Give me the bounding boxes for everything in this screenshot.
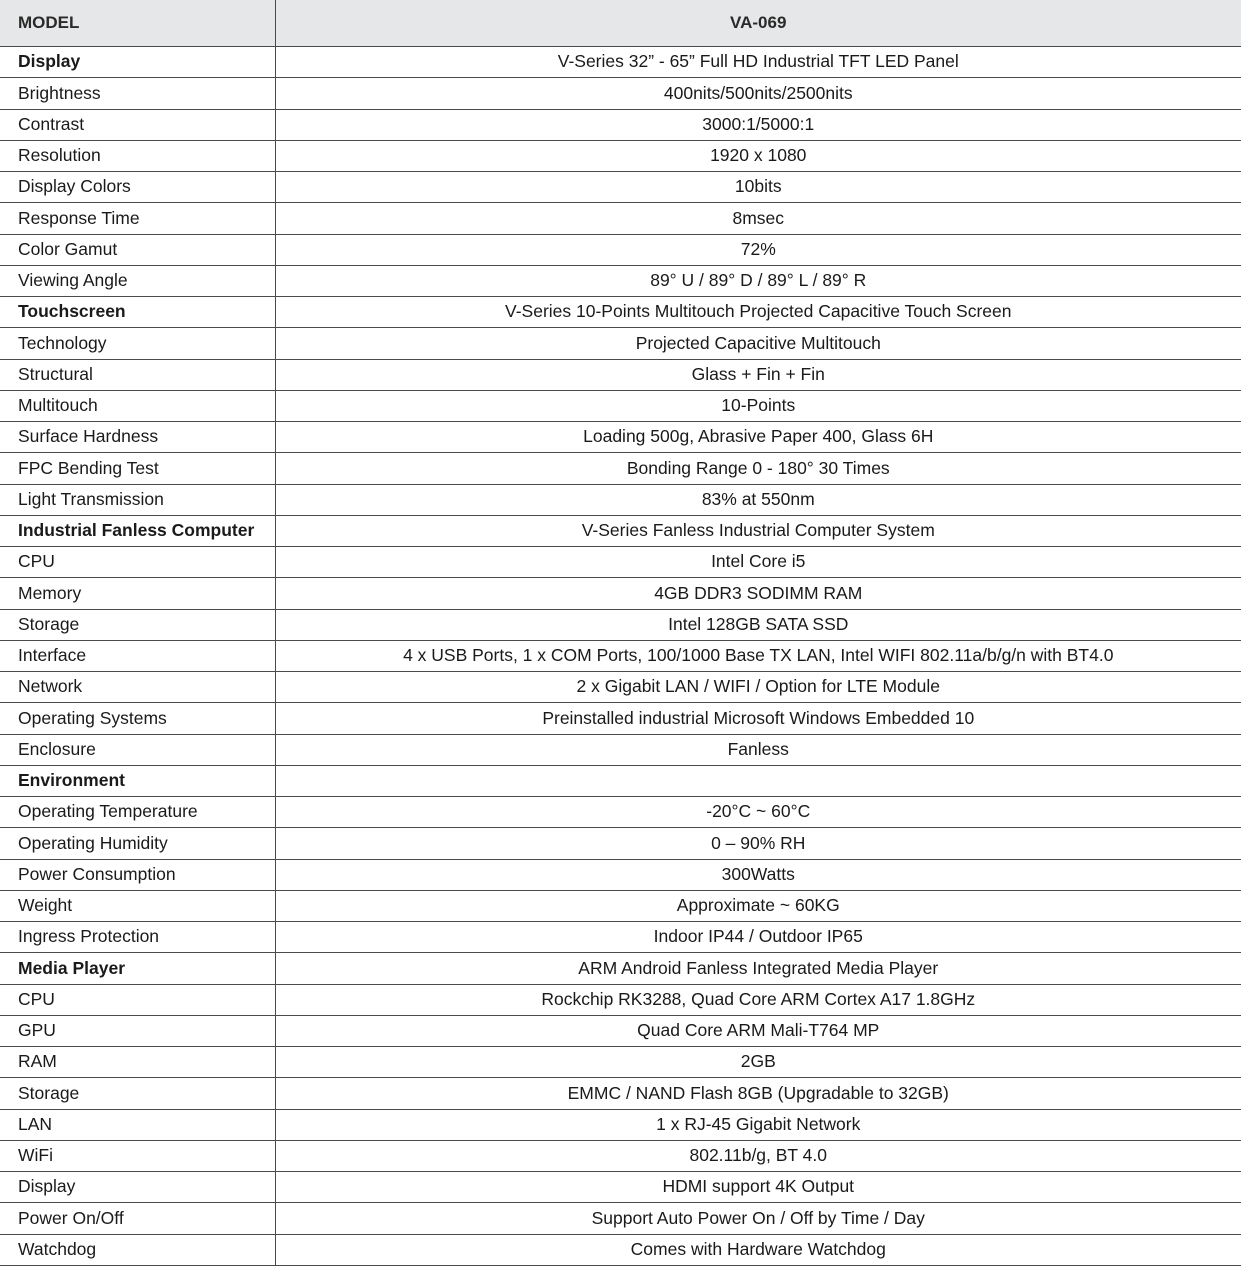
table-row xyxy=(0,703,1241,734)
table-row xyxy=(0,1140,1241,1171)
spec-value: 89° U / 89° D / 89° L / 89° R xyxy=(275,265,1241,296)
spec-label: Technology xyxy=(0,328,275,359)
spec-value: 1 x RJ-45 Gigabit Network xyxy=(275,1109,1241,1140)
section-label: Display xyxy=(0,47,275,78)
section-row xyxy=(0,297,1241,328)
spec-label: Operating Temperature xyxy=(0,797,275,828)
spec-value: 4GB DDR3 SODIMM RAM xyxy=(275,578,1241,609)
spec-value: 8msec xyxy=(275,203,1241,234)
spec-value: 72% xyxy=(275,234,1241,265)
table-row xyxy=(0,172,1241,203)
spec-label: GPU xyxy=(0,1015,275,1046)
spec-label: Operating Humidity xyxy=(0,828,275,859)
table-row xyxy=(0,140,1241,171)
table-row xyxy=(0,890,1241,921)
spec-label: Contrast xyxy=(0,109,275,140)
spec-label: Memory xyxy=(0,578,275,609)
spec-value: -20°C ~ 60°C xyxy=(275,797,1241,828)
spec-label: Network xyxy=(0,672,275,703)
spec-value: 400nits/500nits/2500nits xyxy=(275,78,1241,109)
spec-label: Weight xyxy=(0,890,275,921)
spec-label: Resolution xyxy=(0,140,275,171)
spec-value: EMMC / NAND Flash 8GB (Upgradable to 32GB) xyxy=(275,1078,1241,1109)
spec-label: Operating Systems xyxy=(0,703,275,734)
spec-value: Intel 128GB SATA SSD xyxy=(275,609,1241,640)
table-row xyxy=(0,984,1241,1015)
spec-value: Indoor IP44 / Outdoor IP65 xyxy=(275,922,1241,953)
spec-value: Preinstalled industrial Microsoft Windows Embedded 10 xyxy=(275,703,1241,734)
spec-value: 1920 x 1080 xyxy=(275,140,1241,171)
spec-value: Projected Capacitive Multitouch xyxy=(275,328,1241,359)
section-row xyxy=(0,515,1241,546)
spec-value: Rockchip RK3288, Quad Core ARM Cortex A17 1.8GHz xyxy=(275,984,1241,1015)
table-row xyxy=(0,265,1241,296)
table-row xyxy=(0,359,1241,390)
spec-label: Color Gamut xyxy=(0,234,275,265)
table-row xyxy=(0,328,1241,359)
spec-label: FPC Bending Test xyxy=(0,453,275,484)
table-row xyxy=(0,109,1241,140)
spec-label: RAM xyxy=(0,1047,275,1078)
table-row xyxy=(0,1078,1241,1109)
table-row xyxy=(0,578,1241,609)
table-row xyxy=(0,1047,1241,1078)
table-row xyxy=(0,922,1241,953)
table-row xyxy=(0,640,1241,671)
table-row xyxy=(0,859,1241,890)
spec-value: 10-Points xyxy=(275,390,1241,421)
spec-label: Power Consumption xyxy=(0,859,275,890)
section-value: ARM Android Fanless Integrated Media Player xyxy=(275,953,1241,984)
spec-label: Surface Hardness xyxy=(0,422,275,453)
spec-value: 2GB xyxy=(275,1047,1241,1078)
spec-label: WiFi xyxy=(0,1140,275,1171)
section-label: Media Player xyxy=(0,953,275,984)
spec-label: CPU xyxy=(0,547,275,578)
spec-value: Comes with Hardware Watchdog xyxy=(275,1234,1241,1265)
section-label: Environment xyxy=(0,765,275,796)
spec-label: LAN xyxy=(0,1109,275,1140)
section-label: Touchscreen xyxy=(0,297,275,328)
section-label: Industrial Fanless Computer xyxy=(0,515,275,546)
table-row xyxy=(0,234,1241,265)
spec-value: 2 x Gigabit LAN / WIFI / Option for LTE Module xyxy=(275,672,1241,703)
spec-value: Bonding Range 0 - 180° 30 Times xyxy=(275,453,1241,484)
table-row xyxy=(0,203,1241,234)
spec-value: 3000:1/5000:1 xyxy=(275,109,1241,140)
spec-label: Display xyxy=(0,1172,275,1203)
section-value: V-Series Fanless Industrial Computer System xyxy=(275,515,1241,546)
spec-value: 802.11b/g, BT 4.0 xyxy=(275,1140,1241,1171)
spec-body xyxy=(0,47,1241,1266)
spec-label: Multitouch xyxy=(0,390,275,421)
spec-label: Viewing Angle xyxy=(0,265,275,296)
spec-value: Intel Core i5 xyxy=(275,547,1241,578)
table-row xyxy=(0,78,1241,109)
spec-label: Ingress Protection xyxy=(0,922,275,953)
spec-label: Interface xyxy=(0,640,275,671)
spec-value: 83% at 550nm xyxy=(275,484,1241,515)
spec-label: Enclosure xyxy=(0,734,275,765)
spec-label: Power On/Off xyxy=(0,1203,275,1234)
spec-label: Watchdog xyxy=(0,1234,275,1265)
table-row xyxy=(0,547,1241,578)
section-row xyxy=(0,953,1241,984)
section-value xyxy=(275,765,1241,796)
spec-value: Quad Core ARM Mali-T764 MP xyxy=(275,1015,1241,1046)
spec-value: 10bits xyxy=(275,172,1241,203)
model-value: VA-069 xyxy=(275,0,1241,47)
table-row xyxy=(0,1203,1241,1234)
table-row xyxy=(0,828,1241,859)
spec-value: Loading 500g, Abrasive Paper 400, Glass 6H xyxy=(275,422,1241,453)
table-row xyxy=(0,390,1241,421)
table-row xyxy=(0,1109,1241,1140)
table-row xyxy=(0,672,1241,703)
spec-label: CPU xyxy=(0,984,275,1015)
table-row xyxy=(0,453,1241,484)
spec-label: Structural xyxy=(0,359,275,390)
spec-value: Approximate ~ 60KG xyxy=(275,890,1241,921)
spec-value: HDMI support 4K Output xyxy=(275,1172,1241,1203)
spec-value: Support Auto Power On / Off by Time / Day xyxy=(275,1203,1241,1234)
spec-value: 300Watts xyxy=(275,859,1241,890)
table-row xyxy=(0,1234,1241,1265)
table-row xyxy=(0,484,1241,515)
spec-label: Light Transmission xyxy=(0,484,275,515)
spec-label: Storage xyxy=(0,609,275,640)
model-label: MODEL xyxy=(0,0,275,47)
spec-value: Fanless xyxy=(275,734,1241,765)
section-value: V-Series 10-Points Multitouch Projected Capacitive Touch Screen xyxy=(275,297,1241,328)
spec-label: Storage xyxy=(0,1078,275,1109)
spec-label: Display Colors xyxy=(0,172,275,203)
spec-label: Brightness xyxy=(0,78,275,109)
section-row xyxy=(0,47,1241,78)
spec-value: Glass + Fin + Fin xyxy=(275,359,1241,390)
table-row xyxy=(0,422,1241,453)
table-row xyxy=(0,1172,1241,1203)
section-value: V-Series 32” - 65” Full HD Industrial TFT LED Panel xyxy=(275,47,1241,78)
spec-value: 4 x USB Ports, 1 x COM Ports, 100/1000 Base TX LAN, Intel WIFI 802.11a/b/g/n with BT4.0 xyxy=(275,640,1241,671)
spec-label: Response Time xyxy=(0,203,275,234)
table-row xyxy=(0,1015,1241,1046)
header-row xyxy=(0,0,1241,47)
table-row xyxy=(0,797,1241,828)
section-row xyxy=(0,765,1241,796)
table-row xyxy=(0,734,1241,765)
table-row xyxy=(0,609,1241,640)
spec-value: 0 – 90% RH xyxy=(275,828,1241,859)
